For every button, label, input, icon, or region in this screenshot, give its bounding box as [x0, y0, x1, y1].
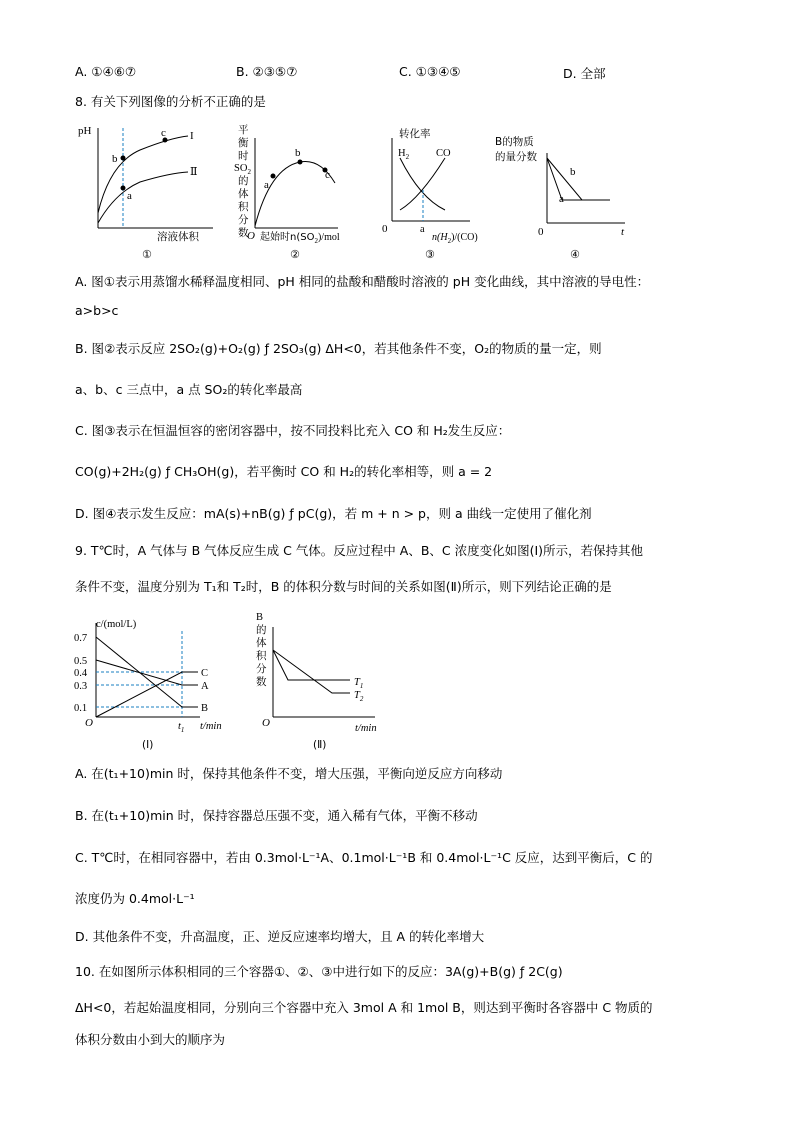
fig4-xlabel: t [621, 226, 625, 238]
fig2-label-b: b [295, 147, 301, 159]
figII-label-t2: $T_2$ [354, 690, 364, 703]
q9-option-b: B. 在(t₁+10)min 时，保持容器总压强不变，通入稀有气体，平衡不移动 [75, 808, 478, 823]
fig1-caption: ① [142, 248, 152, 261]
fig1-curve-i-label: I [190, 130, 194, 142]
fig4-label-b: b [570, 166, 576, 178]
fig1-curve-ii [98, 172, 188, 223]
figII-caption: (Ⅱ) [313, 739, 327, 751]
figII-ylabel-3: 体 [256, 637, 267, 649]
fig2-xlabel: 起始时$n(SO_2)$/mol [260, 232, 340, 245]
q8-figure-1 [78, 125, 213, 261]
fig2-ylabel-3: 时 [238, 150, 249, 162]
fig4-ylabel-1: B的物质 [495, 136, 534, 148]
q9-figures [70, 605, 400, 755]
q9-option-a: A. 在(t₁+10)min 时，保持其他条件不变，增大压强，平衡向逆反应方向移动 [75, 766, 503, 781]
figI-label-c: C [201, 668, 209, 679]
figII-ylabel-5: 分 [256, 663, 267, 675]
q8-figure-2 [234, 124, 340, 261]
figII-ylabel-4: 积 [256, 650, 267, 662]
q9-stem-line2: 条件不变，温度分别为 T₁和 T₂时，B 的体积分数与时间的关系如图(Ⅱ)所示，则下列结论正确的是 [75, 579, 612, 594]
fig3-h2-label: $H_2$ [398, 148, 410, 161]
fig1-ylabel: pH [78, 125, 92, 137]
q10-line3: 体积分数由小到大的顺序为 [75, 1032, 226, 1047]
fig4-label-a: a [559, 193, 564, 205]
figI-label-b: B [201, 703, 209, 714]
figI-t1: $t_1$ [178, 721, 185, 734]
fig3-xlabel: $n(H_2)/(CO)$ [432, 232, 478, 245]
figII-xlabel: t/min [355, 723, 377, 734]
fig4-origin: 0 [538, 226, 544, 238]
q8-stem: 8. 有关下列图像的分析不正确的是 [75, 94, 266, 109]
q8-option-d: D. 图④表示发生反应：mA(s)+nB(g) ƒ pC(g)，若 m + n > p，则 a 曲线一定使用了催化剂 [75, 506, 592, 521]
q7-option-c: C. ①③④⑤ [399, 64, 461, 79]
fig1-curve-i [98, 136, 188, 213]
fig2-ylabel-2: 衡 [238, 137, 249, 149]
q8-option-b-line2: a、b、c 三点中，a 点 SO₂的转化率最高 [75, 382, 303, 397]
q8-option-c-line2: CO(g)+2H₂(g) ƒ CH₃OH(g)，若平衡时 CO 和 H₂的转化率相等，则 a = 2 [75, 464, 493, 479]
figI-tick-05: 0.5 [74, 656, 88, 667]
fig1-point-b [121, 156, 126, 161]
q9-option-c-line1: C. T℃时，在相同容器中，若由 0.3mol·L⁻¹A、0.1mol·L⁻¹B 和 0.4mol·L⁻¹C 反应，达到平衡后，C 的 [75, 850, 653, 865]
figI-origin: O [85, 717, 93, 729]
fig2-point-b [298, 160, 303, 165]
q7-option-b: B. ②③⑤⑦ [236, 64, 298, 79]
fig2-ylabel-1: 平 [238, 124, 249, 136]
q7-option-a: A. ①④⑥⑦ [75, 64, 137, 79]
figI-tick-01: 0.1 [74, 703, 88, 714]
figII-ylabel-b: B [256, 612, 264, 623]
q9-figure-i [74, 619, 222, 751]
q9-option-d: D. 其他条件不变，升高温度，正、逆反应速率均增大，且 A 的转化率增大 [75, 929, 485, 944]
fig3-caption: ③ [425, 248, 435, 261]
fig2-ylabel-8: 数 [238, 227, 249, 239]
fig3-ylabel: 转化率 [399, 128, 431, 140]
figI-ylabel: c/(mol/L) [96, 619, 137, 630]
fig4-curve-b [547, 158, 610, 200]
q9-stem-line1: 9. T℃时，A 气体与 B 气体反应生成 C 气体。反应过程中 A、B、C 浓度变化如图(Ⅰ)所示，若保持其他 [75, 543, 644, 558]
figII-ylabel-6: 数 [256, 676, 267, 688]
fig1-label-b: b [112, 153, 118, 165]
q9-figure-ii [256, 612, 377, 751]
figI-tick-07: 0.7 [74, 633, 88, 644]
figI-xlabel: t/min [200, 721, 222, 732]
fig2-point-a [271, 174, 276, 179]
q8-option-b-line1: B. 图②表示反应 2SO₂(g)+O₂(g) ƒ 2SO₃(g) ΔH<0，若其他条件不变，O₂的物质的量一定，则 [75, 341, 602, 356]
q8-figures [70, 118, 650, 268]
fig2-ylabel-so2: $SO_2$ [234, 163, 251, 176]
fig3-co-label: CO [436, 148, 451, 159]
q8-option-a-line1: A. 图①表示用蒸馏水稀释温度相同、pH 相同的盐酸和醋酸时溶液的 pH 变化曲线，其中溶液的导电性： [75, 274, 650, 289]
fig2-origin: O [247, 230, 255, 242]
fig1-point-a [121, 186, 126, 191]
fig1-xlabel: 溶液体积 [157, 231, 199, 243]
figI-label-a: A [201, 681, 209, 692]
q9-option-c-line2: 浓度仍为 0.4mol·L⁻¹ [75, 891, 195, 906]
figI-tick-03: 0.3 [74, 681, 88, 692]
fig1-label-a: a [127, 190, 132, 202]
q8-option-c-line1: C. 图③表示在恒温恒容的密闭容器中，按不同投料比充入 CO 和 H₂发生反应： [75, 423, 511, 438]
figI-tick-04: 0.4 [74, 668, 88, 679]
fig2-ylabel-4: 的 [238, 175, 249, 187]
q8-option-a-line2: a>b>c [75, 303, 119, 318]
fig2-caption: ② [290, 248, 300, 261]
q10-line1: 10. 在如图所示体积相同的三个容器①、②、③中进行如下的反应：3A(g)+B(g) ƒ 2C(g) [75, 964, 563, 979]
figII-origin: O [262, 717, 270, 729]
q8-figure-4 [495, 135, 625, 261]
figII-ylabel-2: 的 [256, 624, 267, 636]
figII-line-t2 [273, 650, 350, 693]
fig3-origin: 0 [382, 223, 388, 235]
fig2-label-a: a [264, 179, 269, 191]
fig1-label-c: c [161, 127, 166, 139]
fig1-curve-ii-label: Ⅱ [190, 166, 198, 178]
fig2-ylabel-7: 分 [238, 214, 249, 226]
fig2-ylabel-5: 体 [238, 188, 249, 200]
q8-figure-3 [382, 127, 478, 261]
figII-line-t1 [273, 650, 350, 680]
figII-label-t1: $T_1$ [354, 677, 364, 690]
q10-line2: ΔH<0，若起始温度相同，分别向三个容器中充入 3mol A 和 1mol B，则达到平衡时各容器中 C 物质的 [75, 1000, 653, 1015]
fig4-caption: ④ [570, 248, 580, 261]
fig2-ylabel-6: 积 [238, 201, 249, 213]
q7-option-d: D. 全部 [563, 66, 606, 81]
figI-caption: (Ⅰ) [142, 739, 154, 751]
fig3-xa: a [420, 224, 425, 235]
fig2-label-c: c [325, 169, 330, 181]
fig4-ylabel-2: 的量分数 [495, 151, 537, 163]
